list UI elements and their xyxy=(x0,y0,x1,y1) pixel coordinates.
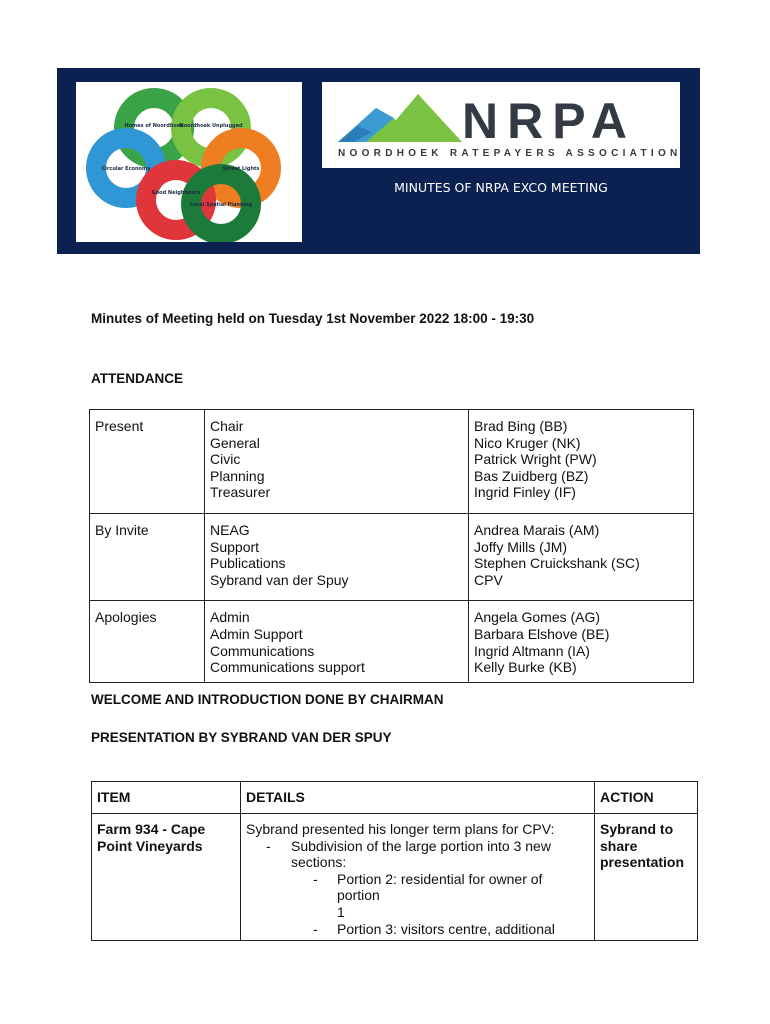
attendance-heading: ATTENDANCE xyxy=(91,371,183,386)
group-cell: By Invite xyxy=(90,513,205,600)
header-item: ITEM xyxy=(92,782,241,814)
roles-cell: NEAG Support Publications Sybrand van der Spuy xyxy=(205,513,469,600)
table-header-row xyxy=(92,782,698,814)
label-homes: Homes of Noordhoek xyxy=(124,123,184,129)
community-logo xyxy=(76,82,302,242)
org-acronym: NRPA xyxy=(462,93,636,149)
nrpa-logo xyxy=(322,82,680,168)
attendance-table xyxy=(89,409,694,683)
table-row xyxy=(90,410,694,514)
label-neighbours: Good Neighbours xyxy=(151,190,201,196)
action-cell: Sybrand to share presentation xyxy=(595,814,698,941)
meeting-datetime: Minutes of Meeting held on Tuesday 1st November 2022 18:00 - 19:30 xyxy=(91,311,535,326)
welcome-heading: WELCOME AND INTRODUCTION DONE BY CHAIRMAN xyxy=(91,692,444,707)
banner-title: MINUTES OF NRPA EXCO MEETING xyxy=(394,180,608,195)
label-planning: Local Spatial Planning xyxy=(189,202,253,208)
roles-cell: Chair General Civic Planning Treasurer xyxy=(205,410,469,514)
mountain-icon xyxy=(336,88,466,148)
roles-cell: Admin Admin Support Communications Communications support xyxy=(205,601,469,682)
table-row xyxy=(90,513,694,600)
label-circular: Circular Economy xyxy=(101,166,151,172)
item-cell: Farm 934 - Cape Point Vineyards xyxy=(92,814,241,941)
label-unplugged: Noordhoek Unplugged xyxy=(179,123,243,129)
header-action: ACTION xyxy=(595,782,698,814)
names-cell: Andrea Marais (AM) Joffy Mills (JM) Stephen Cruickshank (SC) CPV xyxy=(469,513,694,600)
names-cell: Angela Gomes (AG) Barbara Elshove (BE) Ingrid Altmann (IA) Kelly Burke (KB) xyxy=(469,601,694,682)
table-row xyxy=(92,814,698,941)
header-details: DETAILS xyxy=(241,782,595,814)
items-table xyxy=(91,781,698,941)
group-cell: Apologies xyxy=(90,601,205,682)
presentation-heading: PRESENTATION BY SYBRAND VAN DER SPUY xyxy=(91,730,392,745)
names-cell: Brad Bing (BB) Nico Kruger (NK) Patrick Wright (PW) Bas Zuidberg (BZ) Ingrid Finley (IF) xyxy=(469,410,694,514)
header-banner xyxy=(57,68,700,254)
rings-logo-graphic xyxy=(76,82,302,242)
label-lights: Street Lights xyxy=(222,166,260,172)
table-row xyxy=(90,601,694,682)
details-cell: Sybrand presented his longer term plans for CPV: - Subdivision of the large portion into 3 new sections: - Portion 2: residential for owner of portion 1 - Portion 3: visitors centre, additional xyxy=(241,814,595,941)
group-cell: Present xyxy=(90,410,205,514)
org-name: NOORDHOEK RATEPAYERS ASSOCIATION xyxy=(338,148,682,159)
